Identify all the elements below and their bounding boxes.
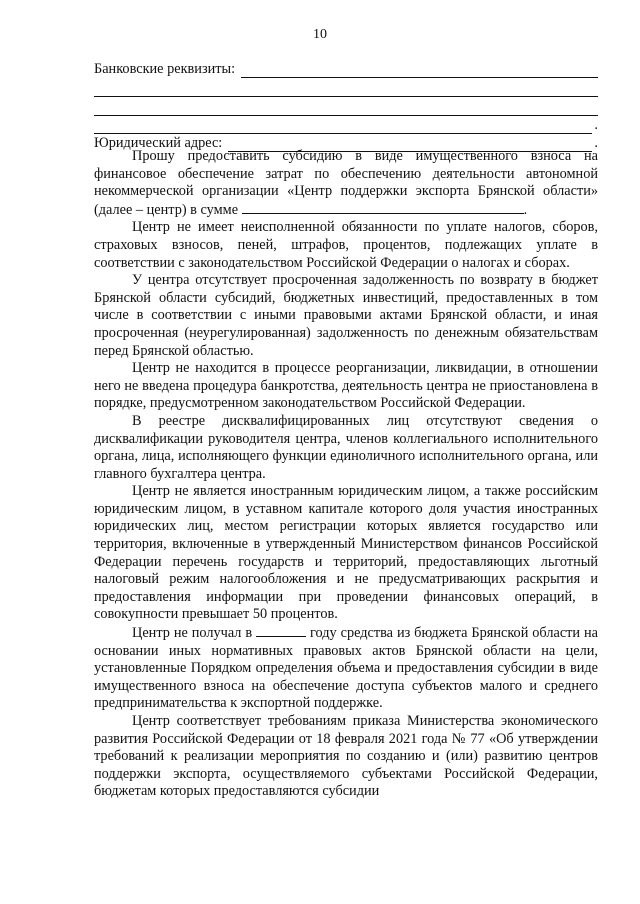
paragraph-reorganization: Центр не находится в процессе реорганизации, ликвидации, в отношении него не введена процедура банкротства, деятельность центра не приостановлена в порядке, предусмотренном законодательством Российской Федерации. bbox=[94, 360, 598, 412]
amount-blank bbox=[242, 201, 524, 214]
legal-address-label: Юридический адрес: bbox=[94, 135, 223, 151]
paragraph-disqualification: В реестре дисквалифицированных лиц отсутствуют сведения о дисквалификации руководителя центра, членов коллегиального исполнительного органа, лица, исполняющего функции единоличного исполнительного органа, или главного бухгалтера центра. bbox=[94, 412, 598, 482]
bank-details-blank-line-4 bbox=[94, 119, 592, 134]
bank-details-last-row bbox=[94, 116, 598, 134]
paragraph-funds-start: Центр не получал в bbox=[132, 625, 253, 642]
paragraph-request-end: . bbox=[523, 201, 528, 218]
bank-details-blank-line-3 bbox=[94, 97, 598, 116]
year-blank bbox=[256, 624, 306, 637]
paragraph-requirements: Центр соответствует требованиям приказа Министерства экономического развития Российской Федерации от 18 февраля 2021 года № 77 «Об утверждении требований к реализации мероприятия по созданию и (или) развитию центров поддержки экспорта, осуществляемого субъектами Российской Федерации, бюджетам которых предоставляются субсидии bbox=[94, 713, 598, 800]
bank-details-blank-line-2 bbox=[94, 78, 598, 97]
paragraph-funds bbox=[94, 624, 598, 713]
document-body bbox=[94, 148, 598, 801]
paragraph-request bbox=[94, 148, 598, 219]
paragraph-funds-text: году средства из бюджета Брянской области на основании иных нормативных правовых актов Брянской области на цели, установленные Порядком определения объема и предоставления субсидии в виде имущественного взноса на обеспечение доступа субъектов малого и среднего предпринимательства к экспортной поддержке. bbox=[94, 625, 599, 712]
paragraph-taxes: Центр не имеет неисполненной обязанности по уплате налогов, сборов, страховых взносов, пеней, штрафов, процентов, подлежащих уплате в соответствии с законодательством Российской Федерации о налогах и сборах. bbox=[94, 219, 598, 271]
legal-address-period: . bbox=[594, 135, 598, 151]
paragraph-foreign-entity: Центр не является иностранным юридическим лицом, а также российским юридическим лицом, в уставном капитале которого доля участия иностранных юридических лиц, местом регистрации которых является государство или территория, включенные в утвержденный Министерством финансов Российской Федерации перечень государств и территорий, предоставляющих льготный налоговый режим налогообложения и не предусматривающих раскрытия и предоставления информации при проведении финансовых операций, в совокупности превышает 50 процентов. bbox=[94, 483, 598, 623]
paragraph-request-text: Прошу предоставить субсидию в виде имущественного взноса на финансовое обеспечение затрат по обеспечению деятельности автономной некоммерческой организации «Центр поддержки экспорта Брянской области» (далее – центр) в сумме bbox=[94, 148, 598, 218]
requisites-block bbox=[94, 60, 598, 152]
paragraph-debt: У центра отсутствует просроченная задолженность по возврату в бюджет Брянской области субсидий, бюджетных инвестиций, предоставленных в том числе в соответствии с иными правовыми актами Брянской области, и иная просроченная (неурегулированная) задолженность по денежным обязательствам перед Брянской областью. bbox=[94, 272, 598, 359]
bank-details-period: . bbox=[594, 117, 598, 133]
page-number: 10 bbox=[313, 27, 327, 42]
bank-details-label: Банковские реквизиты: bbox=[94, 61, 236, 77]
bank-details-row bbox=[94, 60, 598, 78]
bank-details-blank bbox=[241, 63, 598, 78]
